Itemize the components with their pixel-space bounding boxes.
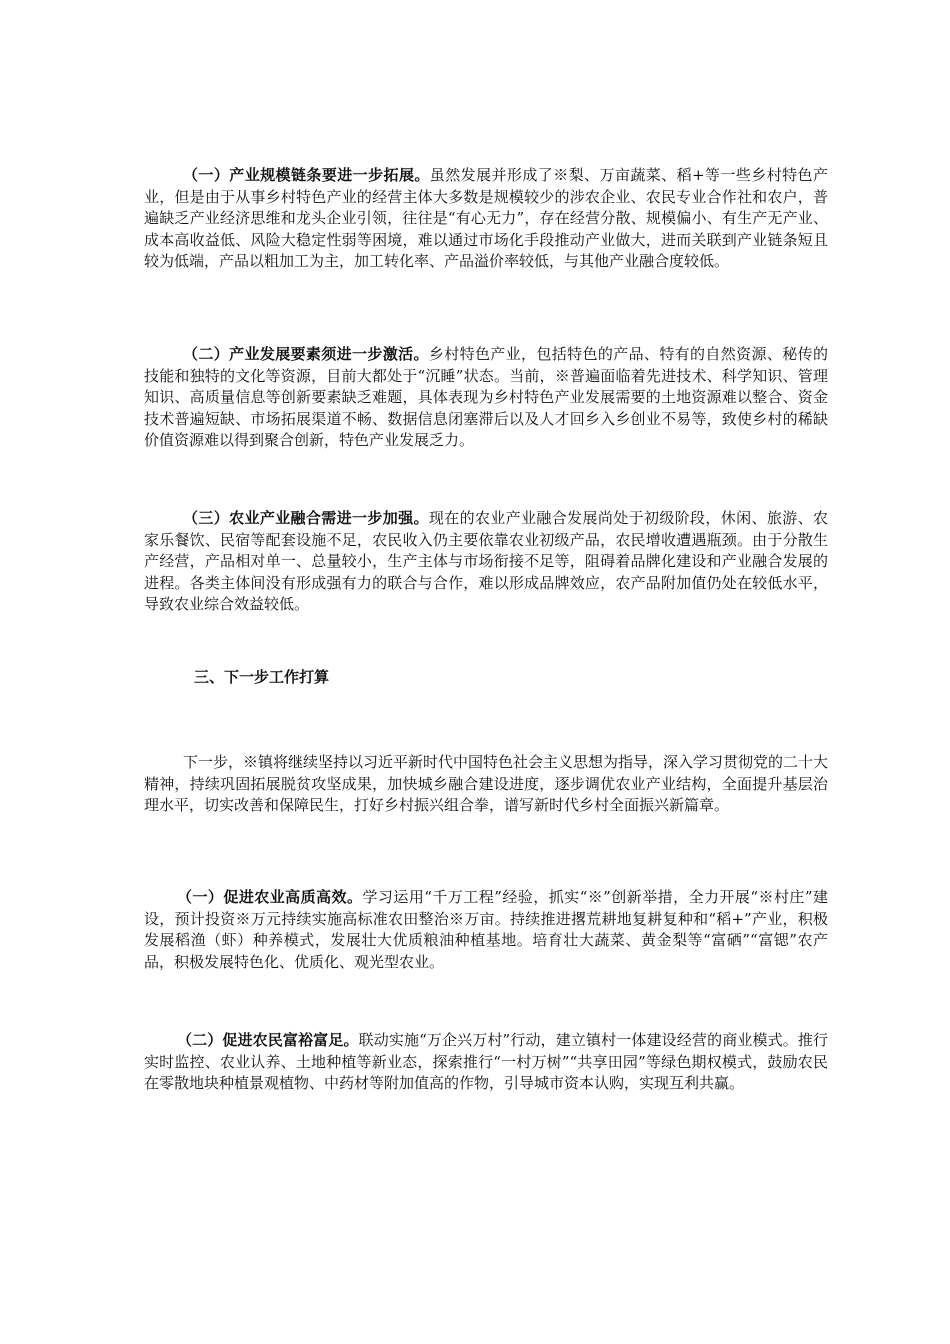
- problem-paragraph-2: [144, 344, 828, 452]
- paragraph-body: 虽然发展并形成了※梨、万亩蔬菜、稻+等一些乡村特色产业，但是由于从事乡村特色产业的经营主体大多数是规模较少的涉农企业、农民专业合作社和农户，普遍缺乏产业经济思维和龙头企业引领，往往是“有心无力”，存在经营分散、规模偏小、有生产无产业、成本高收益低、风险大稳定性弱等困境，难以通过市场化手段推动产业做大，进而关联到产业链条短且较为低端，产品以粗加工为主，加工转化率、产品溢价率较低，与其他产业融合度较低。: [144, 166, 828, 270]
- problem-paragraph-1: [144, 165, 828, 273]
- paragraph-lead: （二）产业发展要素须进一步激活。: [183, 345, 429, 363]
- problem-paragraph-3: [144, 508, 828, 616]
- measure-paragraph-2: [144, 1030, 828, 1095]
- paragraph-lead: （三）农业产业融合需进一步加强。: [183, 509, 429, 527]
- paragraph-body: 学习运用“千万工程”经验，抓实“※”创新举措，全力开展“※村庄”建设，预计投资※万元持续实施高标准农田整治※万亩。持续推进撂荒耕地复耕复种和“稻+”产业，积极发展稻渔（虾）种养模式，发展壮大优质粮油种植基地。培育壮大蔬菜、黄金梨等“富硒”“富锶”农产品，积极发展特色化、优质化、观光型农业。: [144, 888, 828, 971]
- measure-paragraph-1: [144, 887, 828, 973]
- paragraph-lead: （一）产业规模链条要进一步拓展。: [183, 166, 430, 184]
- paragraph-body: 现在的农业产业融合发展尚处于初级阶段，休闲、旅游、农家乐餐饮、民宿等配套设施不足，农民收入仍主要依靠农业初级产品，农民增收遭遇瓶颈。由于分散生产经营，产品相对单一、总量较小，生产主体与市场衔接不足等，阻碍着品牌化建设和产业融合发展的进程。各类主体间没有形成强有力的联合与合作，难以形成品牌效应，农产品附加值仍处在较低水平，导致农业综合效益较低。: [144, 509, 828, 613]
- paragraph-body: 乡村特色产业，包括特色的产品、特有的自然资源、秘传的技能和独特的文化等资源，目前大都处于“沉睡”状态。当前，※普遍面临着先进技术、科学知识、管理知识、高质量信息等创新要素缺乏难题，具体表现为乡村特色产业发展需要的土地资源难以整合、资金技术普遍短缺、市场拓展渠道不畅、数据信息闭塞滞后以及人才回乡入乡创业不易等，致使乡村的稀缺价值资源难以得到聚合创新，特色产业发展乏力。: [144, 345, 828, 449]
- intro-paragraph: 下一步，※镇将继续坚持以习近平新时代中国特色社会主义思想为指导，深入学习贯彻党的二十大精神，持续巩固拓展脱贫攻坚成果，加快城乡融合建设进度，逐步调优农业产业结构，全面提升基层治理水平，切实改善和保障民生，打好乡村振兴组合拳，谱写新时代乡村全面振兴新篇章。: [144, 753, 829, 814]
- section-heading: 三、下一步工作打算: [194, 668, 330, 686]
- paragraph-lead: （一）促进农业高质高效。: [177, 888, 363, 906]
- paragraph-lead: （二）促进农民富裕富足。: [177, 1031, 359, 1049]
- paragraph-body: 联动实施“万企兴万村”行动，建立镇村一体建设经营的商业模式。推行实时监控、农业认养、土地种植等新业态，探索推行“一村万树”“共享田园”等绿色期权模式，鼓励农民在零散地块种植景观植物、中药材等附加值高的作物，引导城市资本认购，实现互利共赢。: [144, 1031, 828, 1092]
